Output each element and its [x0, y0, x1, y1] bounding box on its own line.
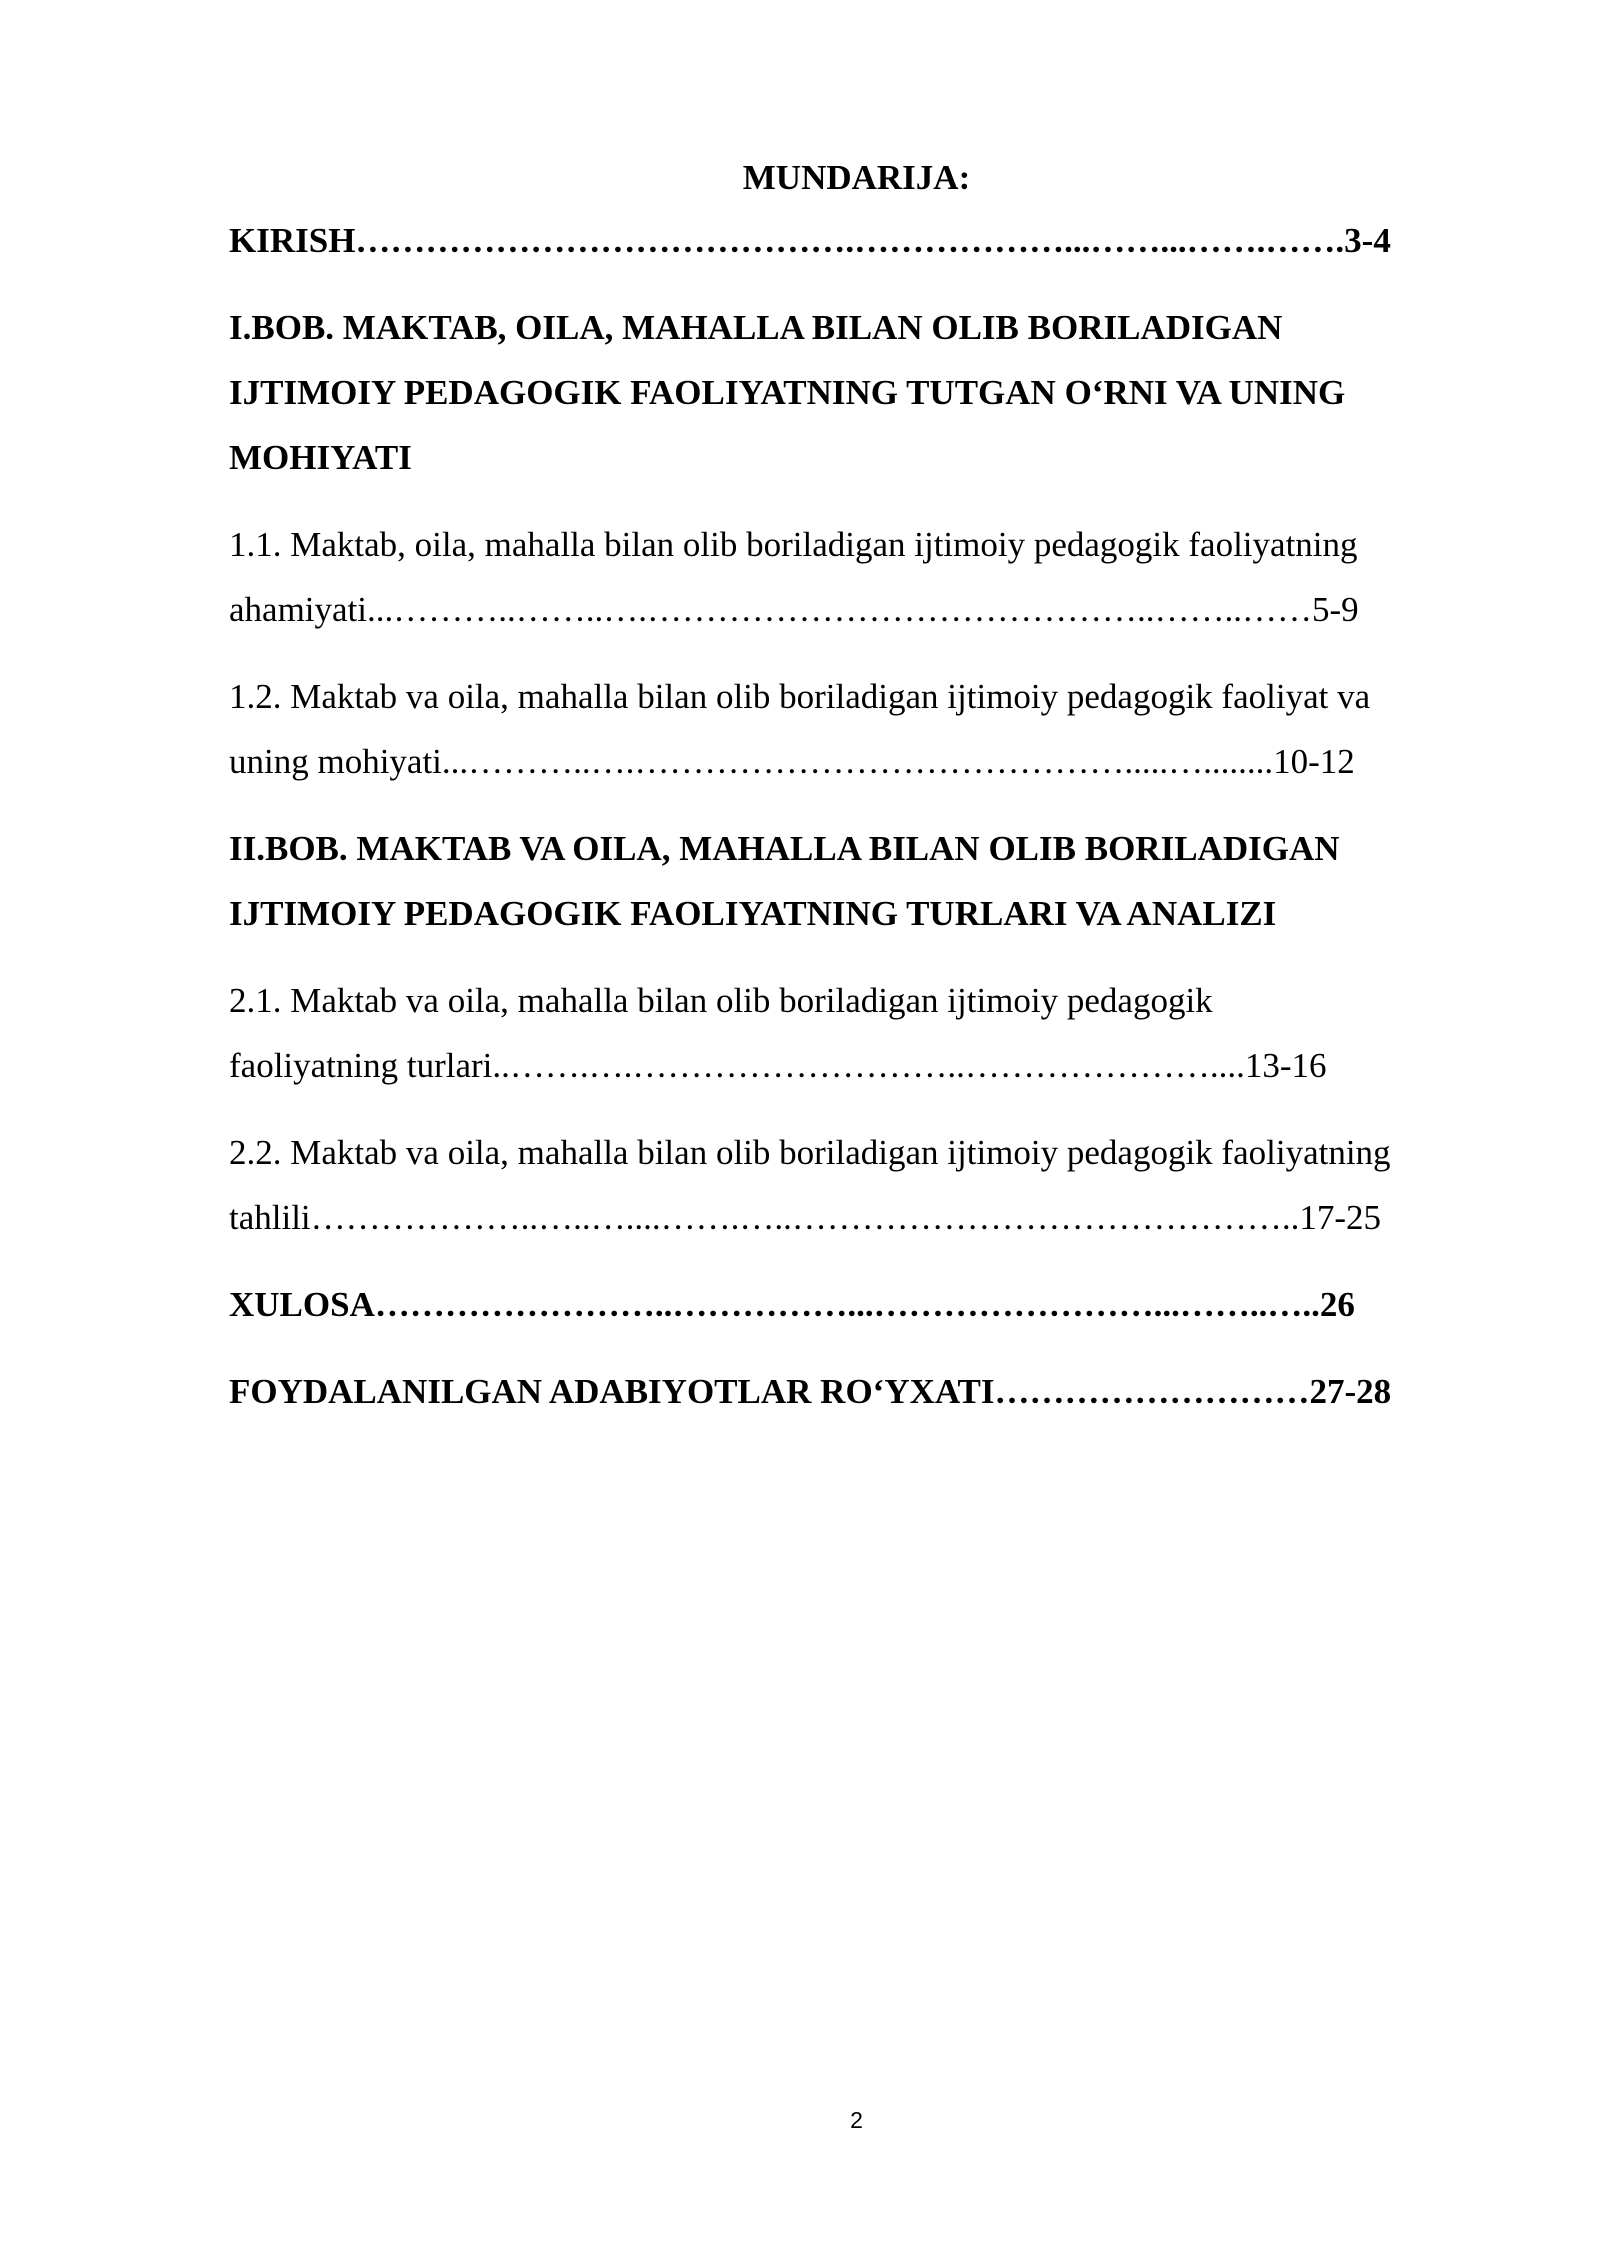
toc-section-2-2-line-1[interactable]: 2.2. Maktab va oila, mahalla bilan olib boriladigan ijtimoiy pedagogik faoliyatning — [229, 1133, 1391, 1172]
toc-chapter-2-line-2[interactable]: IJTIMOIY PEDAGOGIK FAOLIYATNING TURLARI VA ANALIZI — [229, 894, 1277, 933]
toc-title-wrap — [0, 145, 1600, 210]
toc-section-1-2-line-1[interactable]: 1.2. Maktab va oila, mahalla bilan olib boriladigan ijtimoiy pedagogik faoliyat va — [229, 677, 1371, 716]
toc-chapter-1-line-3[interactable]: MOHIYATI — [229, 438, 412, 477]
toc-section-1-2-line-2[interactable]: uning mohiyati...………..….…………………………………….....…........10-12 — [229, 742, 1355, 781]
page-number: 2 — [850, 2107, 863, 2133]
toc-section-2-1-line-1[interactable]: 2.1. Maktab va oila, mahalla bilan olib boriladigan ijtimoiy pedagogik — [229, 981, 1213, 1020]
toc-section-1-1-line-2[interactable]: ahamiyati...………..……..….……………………………………..……..……5-9 — [229, 590, 1359, 629]
toc-entry-xulosa[interactable]: XULOSA……………………..……………...……………………...……..…..26 — [229, 1285, 1355, 1324]
toc-section-2-1-line-2[interactable]: faoliyatning turlari..…….….………………………..…………………....13-16 — [229, 1046, 1327, 1085]
toc-title: MUNDARIJA: — [742, 158, 971, 197]
toc-section-2-2-line-2[interactable]: tahlili………………..…..…....…….…..……………………………………..17-25 — [229, 1198, 1382, 1237]
toc-entry-adabiyotlar[interactable]: FOYDALANILGAN ADABIYOTLAR RO‘YXATI………………………27-28 — [229, 1372, 1392, 1411]
table-of-contents — [229, 208, 1489, 1424]
toc-section-1-1-line-1[interactable]: 1.1. Maktab, oila, mahalla bilan olib boriladigan ijtimoiy pedagogik faoliyatning — [229, 525, 1358, 564]
toc-chapter-2-line-1[interactable]: II.BOB. MAKTAB VA OILA, MAHALLA BILAN OLIB BORILADIGAN — [229, 829, 1340, 868]
toc-chapter-1-line-2[interactable]: IJTIMOIY PEDAGOGIK FAOLIYATNING TUTGAN O‘RNI VA UNING — [229, 373, 1346, 412]
toc-entry-kirish[interactable]: KIRISH…………………………………….………………...……...…….…….3-4 — [229, 221, 1391, 260]
toc-chapter-1-line-1[interactable]: I.BOB. MAKTAB, OILA, MAHALLA BILAN OLIB BORILADIGAN — [229, 308, 1283, 347]
